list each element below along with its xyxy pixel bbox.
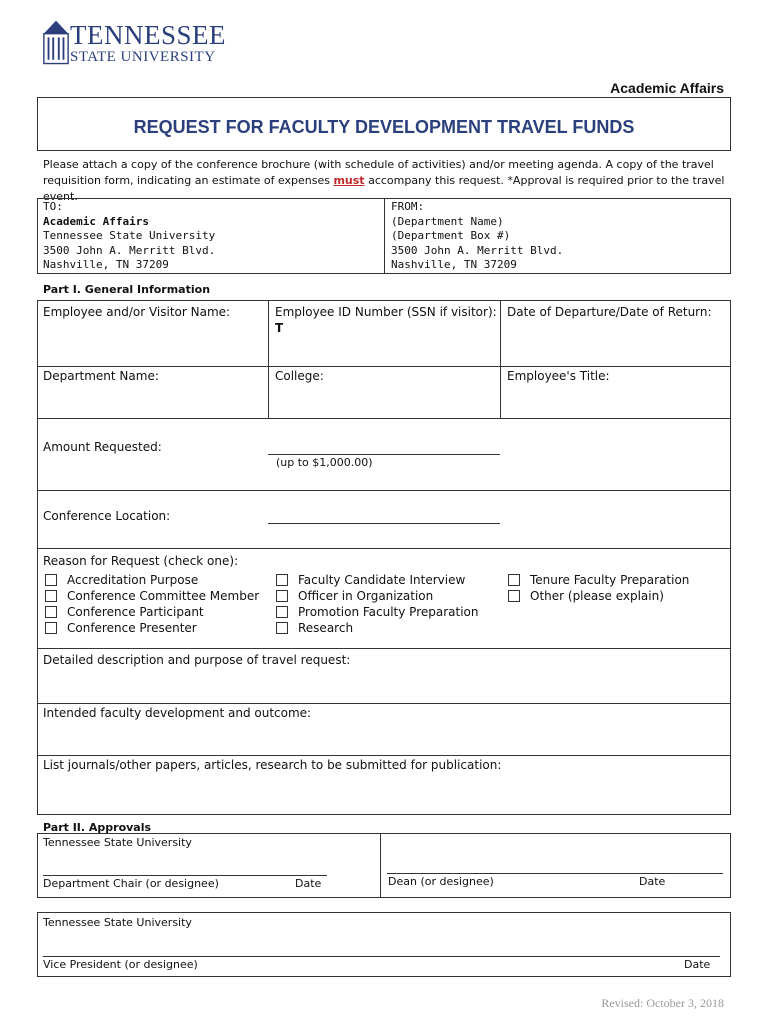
checkbox[interactable]: [508, 590, 520, 602]
publications-label: List journals/other papers, articles, research to be submitted for publication:: [43, 758, 502, 772]
reason-option-label: Faculty Candidate Interview: [298, 573, 466, 587]
checkbox[interactable]: [276, 606, 288, 618]
reason-option[interactable]: [508, 572, 689, 588]
reason-option[interactable]: [45, 620, 259, 636]
reason-option[interactable]: [276, 620, 479, 636]
to-city: Nashville, TN 37209: [43, 258, 169, 271]
university-seal-icon: [42, 18, 70, 68]
from-box[interactable]: (Department Box #): [391, 229, 511, 242]
part2-heading: Part II. Approvals: [43, 821, 152, 834]
reason-option-label: Other (please explain): [530, 589, 664, 603]
checkbox[interactable]: [45, 622, 57, 634]
checkbox[interactable]: [276, 574, 288, 586]
row-divider-3: [37, 490, 731, 491]
checkbox[interactable]: [45, 574, 57, 586]
department-header: Academic Affairs: [610, 80, 724, 96]
reason-option[interactable]: [276, 604, 479, 620]
approvals-divider: [380, 833, 381, 898]
page-title: REQUEST FOR FACULTY DEVELOPMENT TRAVEL FUNDS: [133, 117, 635, 137]
reason-option-label: Accreditation Purpose: [67, 573, 199, 587]
dean-signature-line[interactable]: [387, 859, 723, 874]
reason-option-label: Conference Participant: [67, 605, 204, 619]
checkbox[interactable]: [508, 574, 520, 586]
to-name: Academic Affairs: [43, 214, 149, 228]
location-field[interactable]: [268, 509, 500, 524]
to-street: 3500 John A. Merritt Blvd.: [43, 243, 216, 257]
reason-option[interactable]: [276, 572, 479, 588]
description-label: Detailed description and purpose of travel request:: [43, 653, 351, 667]
row-divider-7: [37, 755, 731, 756]
reason-option[interactable]: [45, 588, 259, 604]
reason-option-label: Officer in Organization: [298, 589, 434, 603]
reason-label: Reason for Request (check one):: [43, 554, 239, 568]
reason-col-1: [45, 572, 259, 636]
reason-col-3: [508, 572, 689, 604]
reason-option[interactable]: [45, 572, 259, 588]
row-divider-5: [37, 648, 731, 649]
college-label: College:: [275, 369, 324, 383]
part1-heading: Part I. General Information: [43, 283, 211, 296]
vp-signature-line[interactable]: [43, 942, 720, 957]
location-label: Conference Location:: [43, 509, 171, 523]
dates-label: Date of Departure/Date of Return:: [507, 305, 712, 319]
outcome-label: Intended faculty development and outcome:: [43, 706, 312, 720]
vp-org: Tennessee State University: [43, 916, 192, 929]
reason-option[interactable]: [508, 588, 689, 604]
from-name[interactable]: (Department Name): [391, 214, 504, 228]
from-label: FROM:: [391, 200, 425, 213]
vp-label: Vice President (or designee): [43, 958, 198, 971]
checkbox[interactable]: [45, 590, 57, 602]
reason-option-label: Research: [298, 621, 354, 635]
checkbox[interactable]: [276, 622, 288, 634]
employee-id-label: Employee ID Number (SSN if visitor):: [275, 305, 497, 319]
logo-wordmark-line1: TENNESSEE: [70, 20, 226, 50]
to-org: Tennessee State University: [43, 229, 216, 242]
employee-title-label: Employee's Title:: [507, 369, 610, 383]
approvals-org: Tennessee State University: [43, 836, 192, 849]
row-divider-2: [37, 418, 731, 419]
checkbox[interactable]: [276, 590, 288, 602]
intro-must: must: [333, 174, 365, 187]
from-street: 3500 John A. Merritt Blvd.: [391, 243, 564, 257]
checkbox[interactable]: [45, 606, 57, 618]
department-label: Department Name:: [43, 369, 159, 383]
vp-date-label: Date: [684, 958, 711, 971]
to-label: TO:: [43, 200, 63, 213]
intro-part2: accompany this request. *Approval is required prior to the travel event.: [43, 174, 725, 203]
revised-date: Revised: October 3, 2018: [601, 996, 724, 1010]
col-divider-1: [268, 300, 269, 418]
to-from-divider: [384, 198, 385, 274]
row-divider-1: [37, 366, 731, 367]
chair-label: Department Chair (or designee): [43, 877, 219, 890]
amount-note: (up to $1,000.00): [276, 456, 373, 469]
dean-label: Dean (or designee): [388, 875, 494, 888]
chair-date-label: Date: [295, 877, 322, 890]
reason-option-label: Conference Presenter: [67, 621, 197, 635]
col-divider-2: [500, 300, 501, 418]
intro-part1: Please attach a copy of the conference brochure (with schedule of activities) and/or meeting agenda. A copy of the travel requisition form, indicating an estimate of expenses: [43, 158, 714, 187]
reason-col-2: [276, 572, 479, 636]
from-city: Nashville, TN 37209: [391, 258, 517, 271]
employee-id-field[interactable]: T: [275, 321, 284, 335]
chair-signature-line[interactable]: [43, 861, 327, 876]
reason-option-label: Tenure Faculty Preparation: [530, 573, 690, 587]
amount-label: Amount Requested:: [43, 440, 162, 454]
employee-name-label: Employee and/or Visitor Name:: [43, 305, 231, 319]
from-address: [391, 200, 563, 273]
row-divider-4: [37, 548, 731, 549]
reason-option-label: Promotion Faculty Preparation: [298, 605, 479, 619]
reason-option[interactable]: [45, 604, 259, 620]
reason-option-label: Conference Committee Member: [67, 589, 260, 603]
reason-option[interactable]: [276, 588, 479, 604]
dean-date-label: Date: [639, 875, 666, 888]
to-address: [43, 200, 215, 273]
logo-wordmark-line2: STATE UNIVERSITY: [70, 49, 216, 65]
amount-field[interactable]: [268, 440, 500, 455]
row-divider-6: [37, 703, 731, 704]
